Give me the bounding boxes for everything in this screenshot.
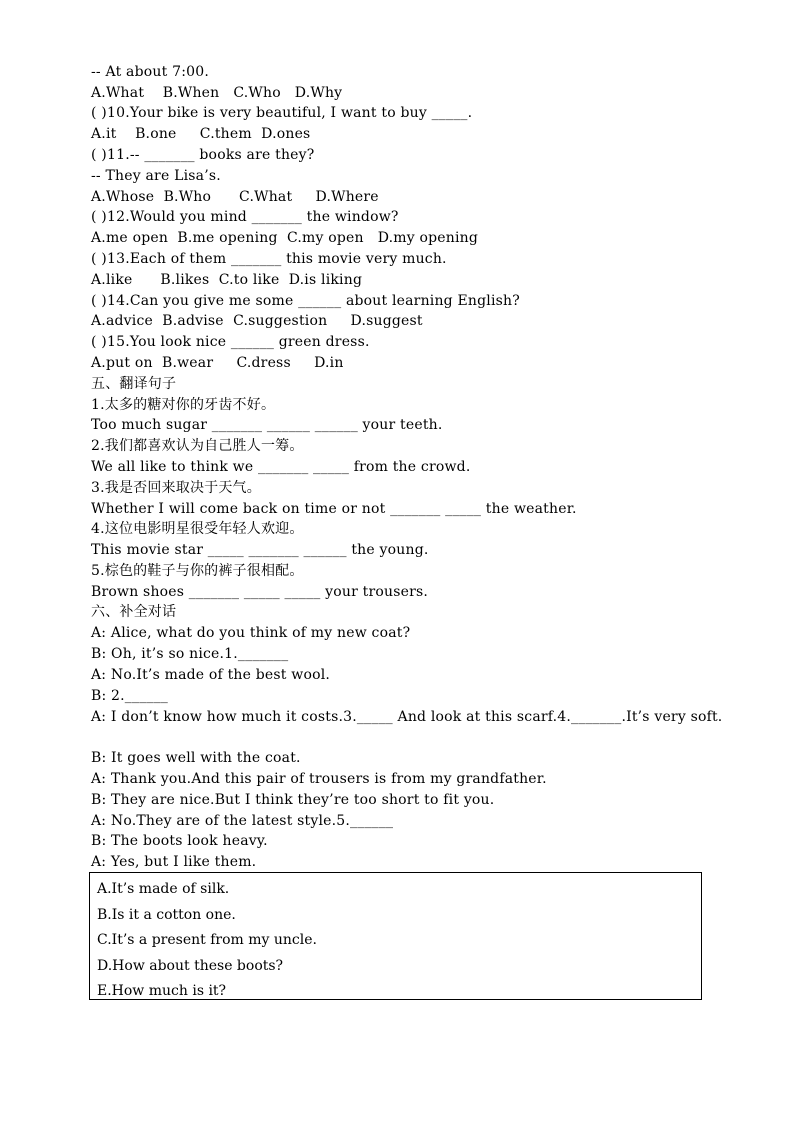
translation-5-chinese: 5.棕色的鞋子与你的裤子很相配。	[91, 563, 304, 579]
option-b: B.Is it a cotton one.	[97, 907, 236, 923]
dialogue-line: A: No.They are of the latest style.5.______	[91, 813, 394, 829]
dialogue-line: B: They are nice.But I think they’re too short to fit you.	[91, 792, 495, 808]
translation-2-chinese: 2.我们都喜欢认为自己胜人一筹。	[91, 438, 304, 454]
q10-options: A.it B.one C.them D.ones	[91, 126, 311, 142]
q9-options: A.What B.When C.Who D.Why	[91, 85, 343, 101]
option-d: D.How about these boots?	[97, 958, 284, 974]
option-c: C.It’s a present from my uncle.	[97, 932, 317, 948]
translation-2-english: We all like to think we _______ _____ from the crowd.	[91, 459, 471, 475]
dialogue-line-wrapped: A: I don’t know how much it costs.3._____ And look at this scarf.4._______.It’s very soft.	[91, 709, 723, 725]
dialogue-line: A: No.It’s made of the best wool.	[91, 667, 331, 683]
q13-options: A.like B.likes C.to like D.is liking	[91, 272, 363, 288]
translation-4-chinese: 4.这位电影明星很受年轻人欢迎。	[91, 521, 304, 537]
q11-answer: -- They are Lisa’s.	[91, 168, 221, 184]
question-10: ( )10.Your bike is very beautiful, I want to buy _____.	[91, 105, 473, 121]
question-13: ( )13.Each of them _______ this movie very much.	[91, 251, 447, 267]
question-15: ( )15.You look nice ______ green dress.	[91, 334, 370, 350]
options-box	[89, 872, 702, 1000]
dialogue-line: B: Oh, it’s so nice.1._______	[91, 646, 289, 662]
dialogue-line: B: It goes well with the coat.	[91, 750, 301, 766]
section-5-heading: 五、翻译句子	[91, 376, 177, 392]
translation-3-chinese: 3.我是否回来取决于天气。	[91, 480, 261, 496]
question-12: ( )12.Would you mind _______ the window?	[91, 209, 399, 225]
translation-5-english: Brown shoes _______ _____ _____ your trousers.	[91, 584, 429, 600]
option-e: E.How much is it?	[97, 983, 227, 999]
dialogue-line: A: Yes, but I like them.	[91, 854, 257, 870]
translation-4-english: This movie star _____ _______ ______ the young.	[91, 542, 429, 558]
q11-options: A.Whose B.Who C.What D.Where	[91, 189, 379, 205]
q15-options: A.put on B.wear C.dress D.in	[91, 355, 344, 371]
question-11: ( )11.-- _______ books are they?	[91, 147, 315, 163]
q14-options: A.advice B.advise C.suggestion D.suggest	[91, 313, 423, 329]
translation-3-english: Whether I will come back on time or not _______ _____ the weather.	[91, 501, 577, 517]
answer-line: -- At about 7:00.	[91, 64, 209, 80]
translation-1-english: Too much sugar _______ ______ ______ your teeth.	[91, 417, 443, 433]
question-14: ( )14.Can you give me some ______ about learning English?	[91, 293, 520, 309]
translation-1-chinese: 1.太多的糖对你的牙齿不好。	[91, 397, 276, 413]
dialogue-line: B: 2.______	[91, 688, 169, 704]
dialogue-line: B: The boots look heavy.	[91, 833, 268, 849]
option-a: A.It’s made of silk.	[97, 881, 230, 897]
section-6-heading: 六、补全对话	[91, 604, 177, 620]
dialogue-line: A: Alice, what do you think of my new coat?	[91, 625, 411, 641]
q12-options: A.me open B.me opening C.my open D.my opening	[91, 230, 479, 246]
dialogue-line: A: Thank you.And this pair of trousers is from my grandfather.	[91, 771, 547, 787]
